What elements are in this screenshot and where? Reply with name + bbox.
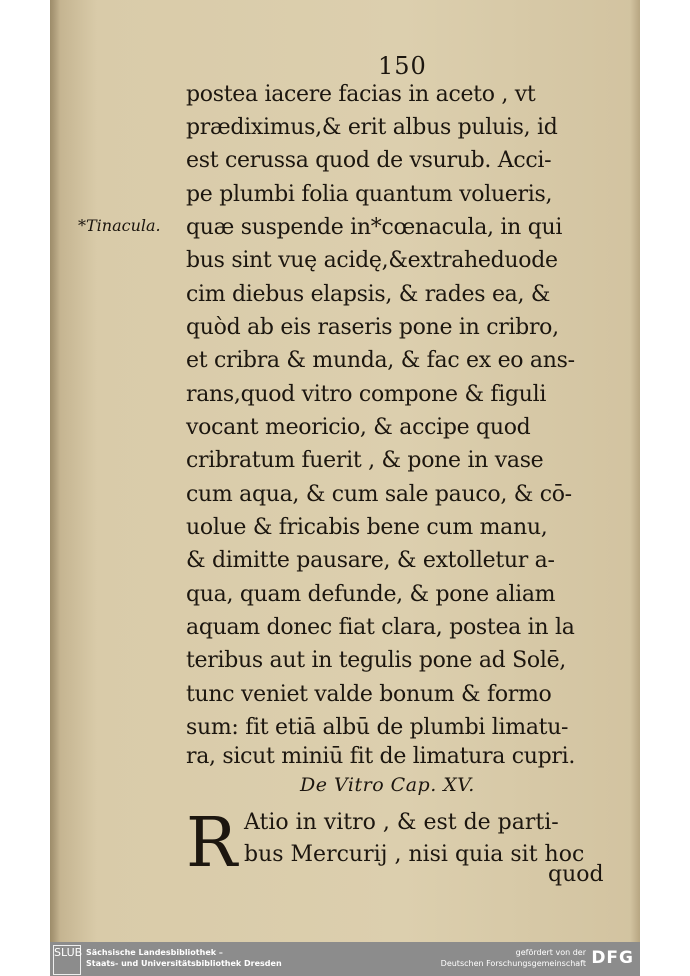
text-line: quæ suspende in*cœnacula, in qui bbox=[186, 215, 563, 240]
marginal-note: *Tinacula. bbox=[78, 216, 161, 235]
text-line: tunc veniet valde bonum & formo bbox=[186, 682, 552, 707]
page-edge-left bbox=[50, 0, 60, 942]
funding-credit bbox=[441, 947, 586, 969]
footer-bar bbox=[50, 942, 640, 976]
text-line: cum aqua, & cum sale pauco, & cō- bbox=[186, 482, 572, 507]
chapter-heading: De Vitro Cap. XV. bbox=[300, 774, 475, 796]
text-line: ra, sicut miniū fit de limatura cupri. bbox=[186, 744, 576, 769]
slub-logo-text: SLUB bbox=[54, 946, 83, 959]
dfg-logo[interactable]: DFG bbox=[591, 948, 634, 968]
text-line: pe plumbi folia quantum volueris, bbox=[186, 182, 553, 207]
text-line: postea iacere facias in aceto , vt bbox=[186, 82, 536, 107]
chapter-text-line: bus Mercurij , nisi quia sit hoc bbox=[244, 842, 585, 867]
text-line: et cribra & munda, & fac ex eo ans- bbox=[186, 348, 575, 373]
text-line: rans,quod vitro compone & figuli bbox=[186, 382, 547, 407]
text-line: quòd ab eis raseris pone in cribro, bbox=[186, 315, 559, 340]
text-line: sum: fit etiā albū de plumbi limatu- bbox=[186, 715, 569, 740]
text-line: bus sint vuę acidę,&extraheduode bbox=[186, 248, 558, 273]
text-line: vocant meoricio, & accipe quod bbox=[186, 415, 531, 440]
funding-credit-line1: gefördert von der bbox=[515, 948, 586, 957]
text-line: aquam donec fiat clara, postea in la bbox=[186, 615, 575, 640]
library-credit bbox=[86, 947, 282, 969]
text-line: teribus aut in tegulis pone ad Solē, bbox=[186, 648, 567, 673]
text-line: cim diebus elapsis, & rades ea, & bbox=[186, 282, 551, 307]
library-credit-line2: Staats- und Universitätsbibliothek Dresden bbox=[86, 959, 282, 968]
library-credit-line1: Sächsische Landesbibliothek – bbox=[86, 948, 223, 957]
drop-cap: R bbox=[186, 804, 238, 883]
funding-credit-line2: Deutschen Forschungsgemeinschaft bbox=[440, 959, 586, 968]
text-line: prædiximus,& erit albus puluis, id bbox=[186, 115, 558, 140]
catchword: quod bbox=[548, 862, 604, 887]
text-line: uolue & fricabis bene cum manu, bbox=[186, 515, 548, 540]
text-line: est cerussa quod de vsurub. Acci- bbox=[186, 148, 552, 173]
page-edge-right bbox=[630, 0, 640, 942]
text-line: qua, quam defunde, & pone aliam bbox=[186, 582, 556, 607]
text-line: cribratum fuerit , & pone in vase bbox=[186, 448, 544, 473]
chapter-text-line: Atio in vitro , & est de parti- bbox=[244, 810, 559, 835]
page-number: 150 bbox=[378, 52, 427, 80]
text-line: & dimitte pausare, & extolletur a- bbox=[186, 548, 555, 573]
slub-logo[interactable] bbox=[53, 945, 81, 975]
